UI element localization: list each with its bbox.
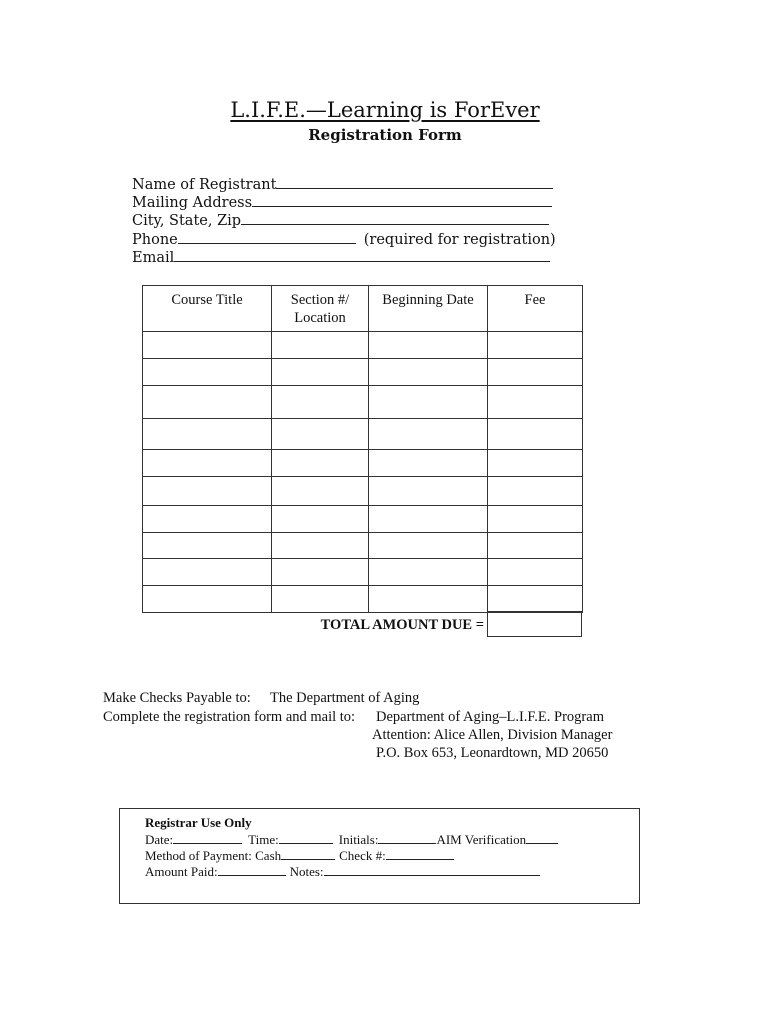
course-cell-date[interactable] xyxy=(369,419,488,450)
col-course-title: Course Title xyxy=(143,286,272,332)
course-cell-date[interactable] xyxy=(369,477,488,506)
table-row xyxy=(143,450,583,477)
form-subtitle: Registration Form xyxy=(308,126,462,144)
name-input-line[interactable] xyxy=(276,174,553,189)
mail-label: Complete the registration form and mail to: xyxy=(103,709,356,725)
mail-line-3: P.O. Box 653, Leonardtown, MD 20650 xyxy=(376,745,609,761)
total-amount-box[interactable] xyxy=(487,611,582,637)
course-cell-fee[interactable] xyxy=(488,586,583,613)
city-label: City, State, Zip xyxy=(132,213,242,229)
table-row xyxy=(143,419,583,450)
payable-label: Make Checks Payable to: xyxy=(103,690,251,706)
course-table xyxy=(142,285,583,613)
course-cell-fee[interactable] xyxy=(488,359,583,386)
col-fee: Fee xyxy=(488,286,583,332)
course-table-header xyxy=(143,286,583,332)
mail-line-1: Department of Aging–L.I.F.E. Program xyxy=(376,709,604,725)
course-cell-fee[interactable] xyxy=(488,477,583,506)
registrar-date-line[interactable] xyxy=(173,831,242,844)
table-row xyxy=(143,359,583,386)
course-cell-fee[interactable] xyxy=(488,506,583,533)
payable-to: The Department of Aging xyxy=(270,690,420,706)
table-row xyxy=(143,386,583,419)
table-row xyxy=(143,559,583,586)
table-row xyxy=(143,477,583,506)
course-cell-date[interactable] xyxy=(369,559,488,586)
col-section-location: Section #/ Location xyxy=(272,286,369,332)
mail-line-2: Attention: Alice Allen, Division Manager xyxy=(372,727,613,743)
course-cell-fee[interactable] xyxy=(488,332,583,359)
form-title: L.I.F.E.—Learning is ForEver xyxy=(230,98,540,122)
registrar-initials-line[interactable] xyxy=(378,831,436,844)
course-cell-date[interactable] xyxy=(369,332,488,359)
course-cell-section[interactable] xyxy=(272,506,369,533)
registrar-check-label: Check #: xyxy=(339,848,386,863)
course-cell-title[interactable] xyxy=(143,477,272,506)
registrar-heading: Registrar Use Only xyxy=(145,815,252,830)
course-cell-fee[interactable] xyxy=(488,419,583,450)
course-cell-fee[interactable] xyxy=(488,533,583,559)
address-label: Mailing Address xyxy=(132,195,253,211)
course-cell-fee[interactable] xyxy=(488,386,583,419)
registrar-check-line[interactable] xyxy=(386,847,454,860)
registrar-cash-line[interactable] xyxy=(281,847,335,860)
course-cell-title[interactable] xyxy=(143,533,272,559)
phone-input-line[interactable] xyxy=(178,229,356,244)
registrar-amount-line[interactable] xyxy=(218,863,286,876)
email-field-row xyxy=(132,247,550,266)
table-row xyxy=(143,586,583,613)
registrar-row-2 xyxy=(145,847,454,864)
course-cell-title[interactable] xyxy=(143,359,272,386)
course-cell-fee[interactable] xyxy=(488,559,583,586)
course-cell-date[interactable] xyxy=(369,359,488,386)
table-row xyxy=(143,506,583,533)
course-cell-date[interactable] xyxy=(369,506,488,533)
email-label: Email xyxy=(132,250,175,266)
course-cell-date[interactable] xyxy=(369,450,488,477)
registrar-notes-label: Notes: xyxy=(289,864,324,879)
total-amount-label: TOTAL AMOUNT DUE = xyxy=(320,617,484,633)
course-table-body xyxy=(143,332,583,613)
registrar-initials-label: Initials: xyxy=(338,832,379,847)
table-row xyxy=(143,332,583,359)
course-cell-section[interactable] xyxy=(272,450,369,477)
city-field-row xyxy=(132,210,549,229)
registrar-row-1 xyxy=(145,831,558,848)
registrar-aim-label: AIM Verification xyxy=(436,832,527,847)
phone-field-row xyxy=(132,229,556,248)
phone-note: (required for registration) xyxy=(363,232,556,248)
course-cell-title[interactable] xyxy=(143,332,272,359)
registrar-time-line[interactable] xyxy=(279,831,333,844)
course-cell-section[interactable] xyxy=(272,559,369,586)
course-cell-title[interactable] xyxy=(143,419,272,450)
course-cell-section[interactable] xyxy=(272,477,369,506)
registrar-aim-line[interactable] xyxy=(526,831,558,844)
registrar-date-label: Date: xyxy=(145,832,174,847)
phone-label: Phone xyxy=(132,232,178,248)
course-cell-section[interactable] xyxy=(272,332,369,359)
course-cell-section[interactable] xyxy=(272,533,369,559)
registrar-time-label: Time: xyxy=(248,832,279,847)
registrar-amount-label: Amount Paid: xyxy=(145,864,218,879)
course-cell-title[interactable] xyxy=(143,506,272,533)
course-cell-date[interactable] xyxy=(369,386,488,419)
registrar-notes-line[interactable] xyxy=(324,863,540,876)
course-cell-title[interactable] xyxy=(143,450,272,477)
course-cell-section[interactable] xyxy=(272,586,369,613)
name-field-row xyxy=(132,174,553,193)
course-cell-fee[interactable] xyxy=(488,450,583,477)
course-cell-section[interactable] xyxy=(272,419,369,450)
course-cell-title[interactable] xyxy=(143,386,272,419)
course-cell-date[interactable] xyxy=(369,586,488,613)
table-row xyxy=(143,533,583,559)
course-cell-title[interactable] xyxy=(143,586,272,613)
address-input-line[interactable] xyxy=(252,192,552,207)
name-label: Name of Registrant xyxy=(132,177,277,193)
course-cell-section[interactable] xyxy=(272,359,369,386)
email-input-line[interactable] xyxy=(174,247,550,262)
address-field-row xyxy=(132,192,552,211)
col-beginning-date: Beginning Date xyxy=(369,286,488,332)
course-cell-section[interactable] xyxy=(272,386,369,419)
registrar-row-3 xyxy=(145,863,540,880)
course-cell-title[interactable] xyxy=(143,559,272,586)
registrar-method-label: Method of Payment: Cash xyxy=(145,848,282,863)
city-input-line[interactable] xyxy=(241,210,549,225)
course-cell-date[interactable] xyxy=(369,533,488,559)
